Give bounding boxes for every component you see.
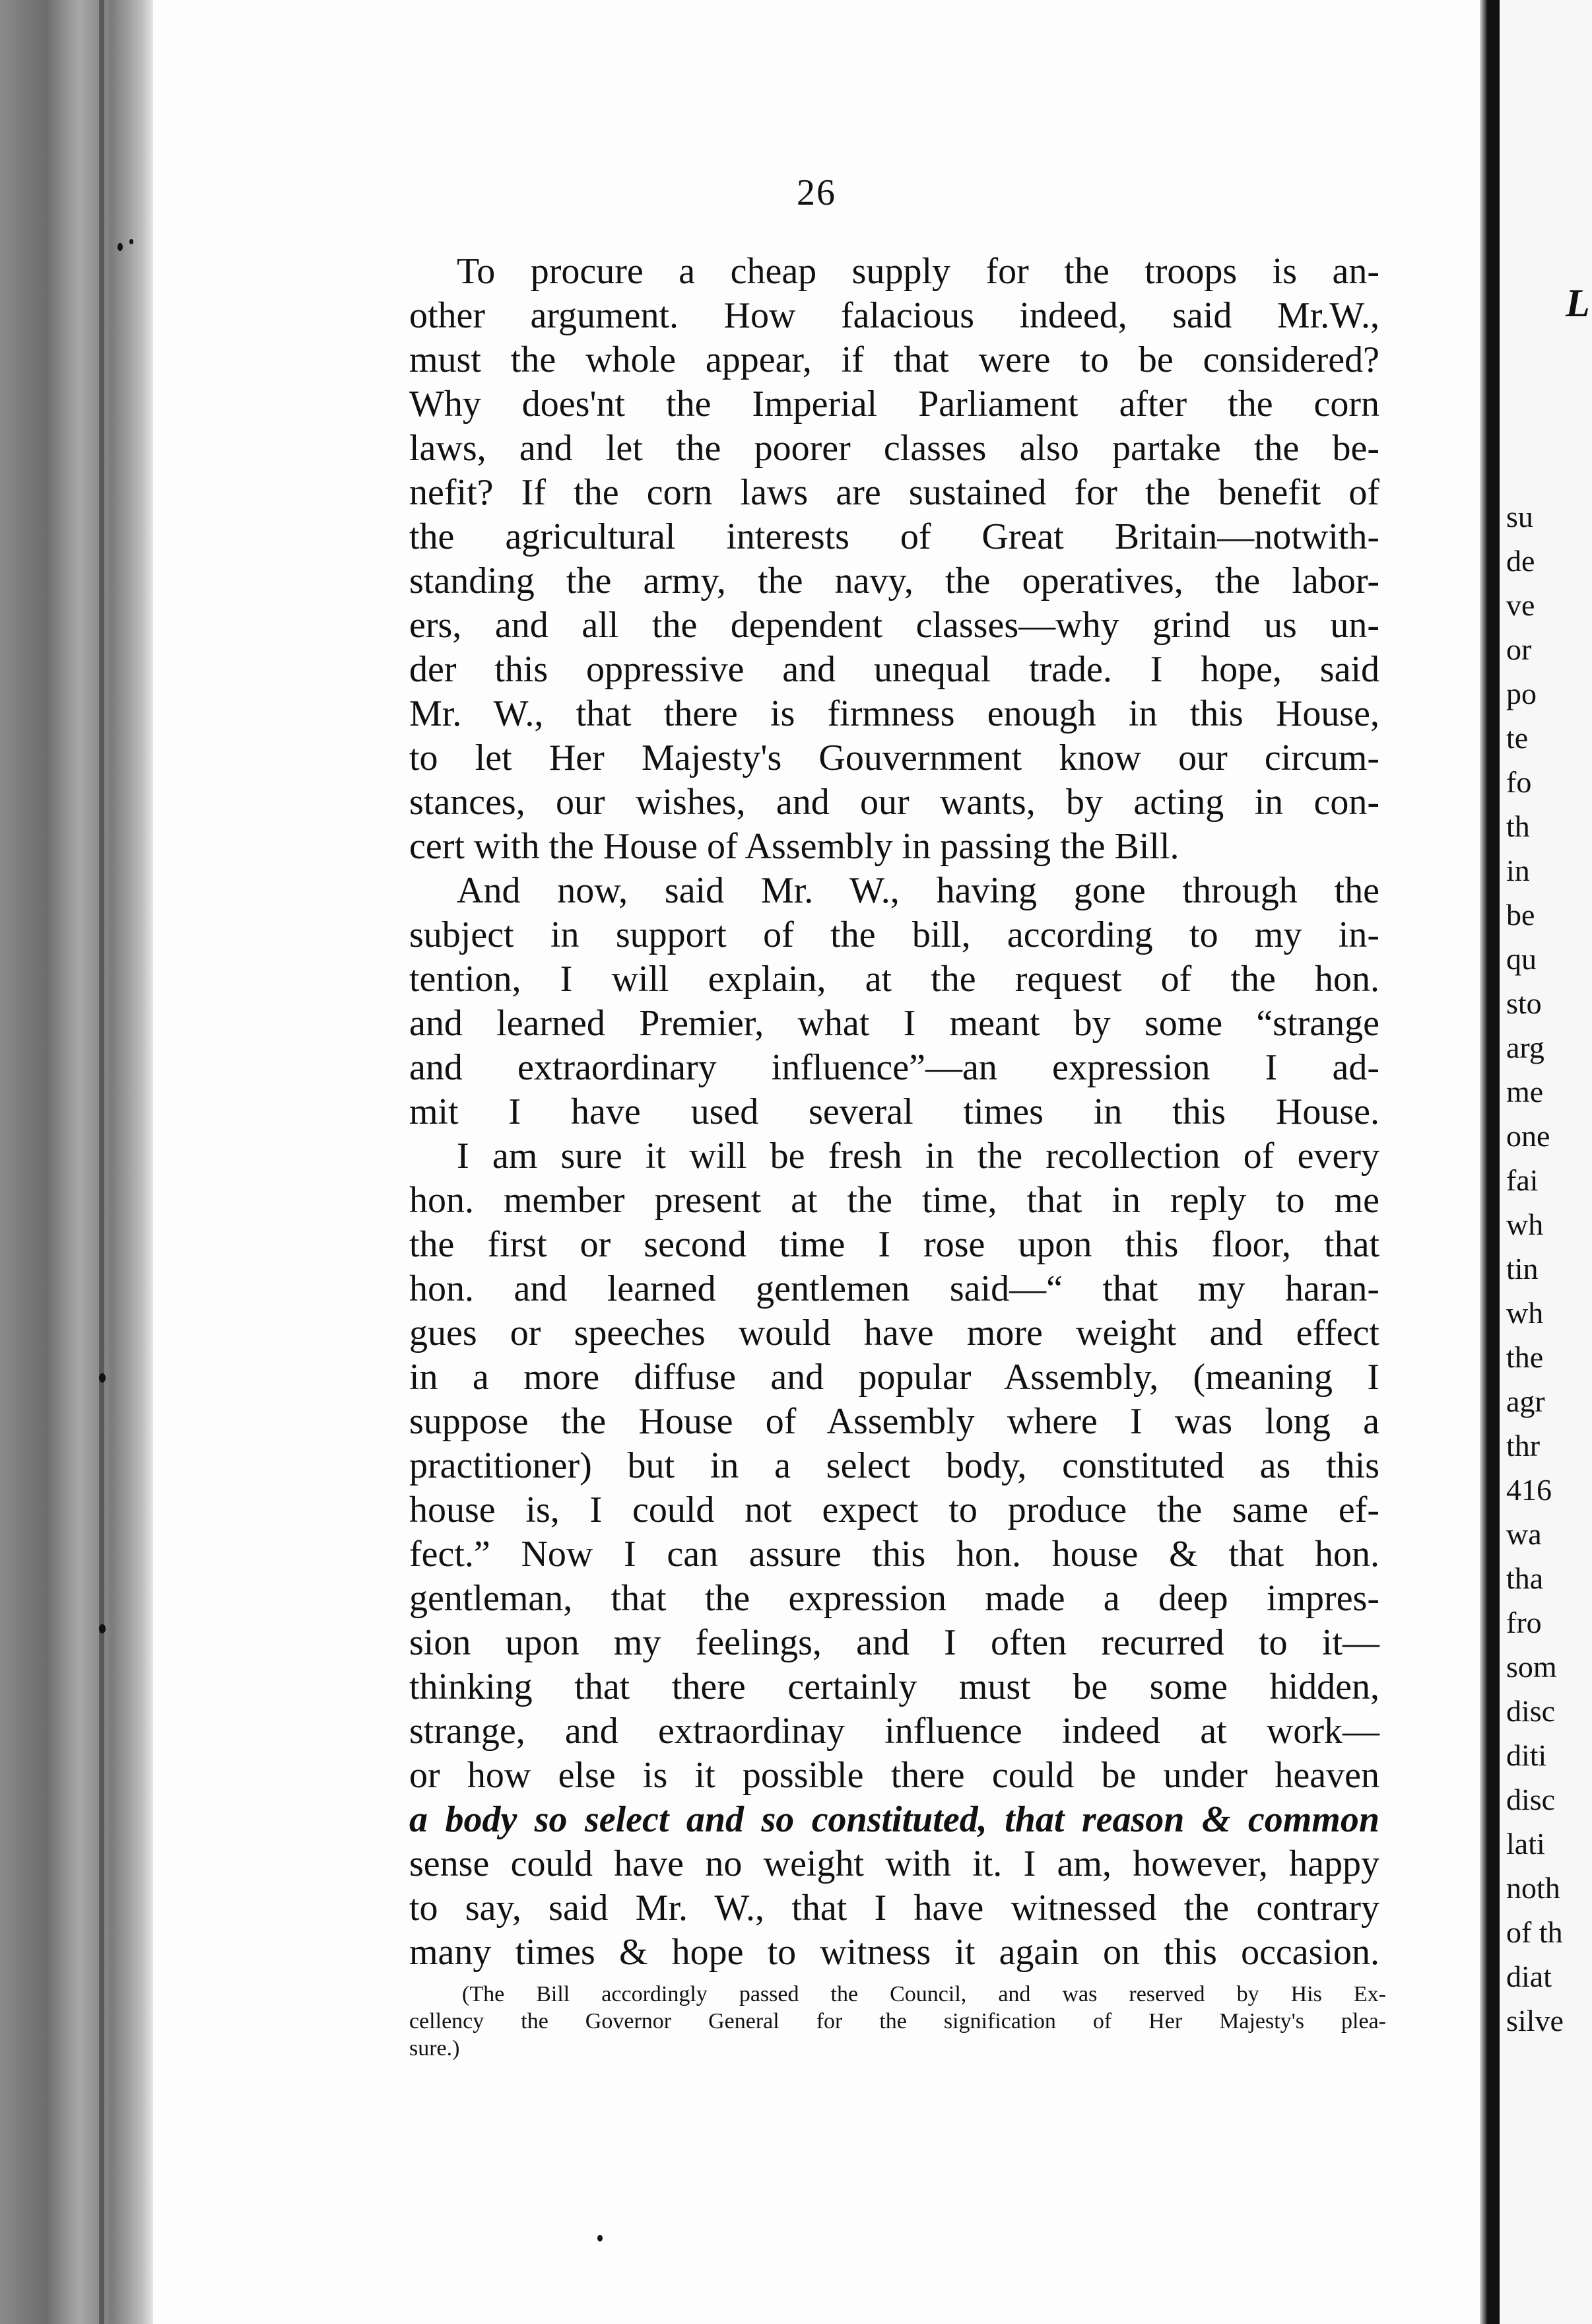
next-page-fragment: 416 (1506, 1473, 1552, 1507)
text-line: laws, and let the poorer classes also partake the be- (409, 428, 1379, 469)
next-page-fragment: te (1506, 721, 1529, 755)
text-line: subject in support of the bill, according to my in- (409, 914, 1379, 955)
next-page-fragment: or (1506, 632, 1532, 666)
text-line: der this oppressive and unequal trade. I hope, said (409, 649, 1379, 690)
text-line: the agricultural interests of Great Britain—notwith- (409, 516, 1379, 557)
text-line: in a more diffuse and popular Assembly, (meaning I (409, 1357, 1379, 1398)
next-page-fragment: silve (1506, 2004, 1564, 2037)
next-page-fragment: qu (1506, 942, 1537, 976)
text-line: and extraordinary influence”—an expression I ad- (409, 1047, 1379, 1088)
next-page-fragment: disc (1506, 1694, 1556, 1728)
text-line: mit I have used several times in this House. (409, 1091, 1379, 1132)
ink-speck (129, 239, 133, 244)
next-page-fragment: disc (1506, 1783, 1556, 1816)
text-line: and learned Premier, what I meant by some “strange (409, 1003, 1379, 1044)
text-line: I am sure it will be fresh in the recollection of every (457, 1136, 1379, 1177)
text-line: hon. and learned gentlemen said—“ that my haran- (409, 1268, 1379, 1309)
next-page-fragment: me (1506, 1075, 1544, 1109)
next-page-edge (1500, 0, 1592, 2324)
next-page-fragment: agr (1506, 1384, 1545, 1418)
next-page-fragment: tin (1506, 1252, 1539, 1285)
next-page-fragment: in (1506, 854, 1530, 887)
text-line: thinking that there certainly must be some hidden, (409, 1666, 1379, 1707)
next-page-heading: L (1566, 281, 1590, 325)
next-page-fragment: wh (1506, 1296, 1544, 1330)
text-line: fect.” Now I can assure this hon. house & that hon. (409, 1534, 1379, 1575)
text-line: many times & hope to witness it again on this occasion. (409, 1932, 1379, 1973)
text-line: suppose the House of Assembly where I was long a (409, 1401, 1379, 1442)
body-text (409, 250, 1379, 1975)
ink-speck (99, 1373, 106, 1383)
text-line: standing the army, the navy, the operatives, the labor- (409, 561, 1379, 601)
text-line: sion upon my feelings, and I often recurred to it— (409, 1622, 1379, 1663)
next-page-fragment: wh (1506, 1208, 1544, 1241)
next-page-fragment: one (1506, 1119, 1550, 1153)
next-page-fragment: fro (1506, 1606, 1542, 1639)
text-line: strange, and extraordinay influence indeed at work— (409, 1711, 1379, 1752)
text-line: to let Her Majesty's Gouvernment know our circum- (409, 737, 1379, 778)
text-line: house is, I could not expect to produce the same ef- (409, 1489, 1379, 1530)
text-line: sense could have no weight with it. I am, however, happy (409, 1843, 1379, 1884)
next-page-fragment: po (1506, 677, 1537, 710)
left-binding-edge (0, 0, 153, 2324)
next-page-fragment: noth (1506, 1871, 1560, 1905)
ink-speck (117, 243, 123, 251)
next-page-fragment: su (1506, 500, 1533, 533)
next-page-fragment: the (1506, 1340, 1544, 1374)
text-line: To procure a cheap supply for the troops is an- (457, 251, 1379, 292)
text-line: ers, and all the dependent classes—why grind us un- (409, 605, 1379, 646)
next-page-fragment: de (1506, 544, 1535, 578)
page-number: 26 (797, 172, 836, 213)
next-page-fragment: diat (1506, 1960, 1552, 1993)
text-line: hon. member present at the time, that in reply to me (409, 1180, 1379, 1221)
text-line: gentleman, that the expression made a deep impres- (409, 1578, 1379, 1619)
page-gutter (1480, 0, 1500, 2324)
next-page-fragment: sto (1506, 986, 1542, 1020)
next-page-fragment: diti (1506, 1738, 1547, 1772)
text-line: cert with the House of Assembly in passing the Bill. (409, 826, 1179, 867)
next-page-fragment: th (1506, 809, 1530, 843)
text-line: a body so select and so constituted, that reason & common (409, 1799, 1379, 1840)
next-page-fragment: fai (1506, 1163, 1539, 1197)
ink-speck (99, 1624, 106, 1633)
text-line: tention, I will explain, at the request of the hon. (409, 959, 1379, 1000)
next-page-fragment: arg (1506, 1031, 1544, 1064)
text-line: stances, our wishes, and our wants, by acting in con- (409, 782, 1379, 823)
next-page-fragment: thr (1506, 1429, 1541, 1462)
next-page-fragment: fo (1506, 765, 1532, 799)
footnote-line: sure.) (409, 2036, 460, 2061)
text-line: Mr. W., that there is firmness enough in this House, (409, 693, 1379, 734)
next-page-fragment: som (1506, 1650, 1557, 1684)
text-line: the first or second time I rose upon this floor, that (409, 1224, 1379, 1265)
text-line: And now, said Mr. W., having gone through the (457, 870, 1379, 911)
footnote (409, 1981, 1386, 2062)
text-line: Why does'nt the Imperial Parliament after the corn (409, 384, 1379, 425)
next-page-fragment: wa (1506, 1517, 1542, 1551)
text-line: or how else is it possible there could be under heaven (409, 1755, 1379, 1796)
text-line: must the whole appear, if that were to be considered? (409, 339, 1379, 380)
next-page-fragment: ve (1506, 588, 1535, 622)
text-line: to say, said Mr. W., that I have witnessed the contrary (409, 1888, 1379, 1929)
text-line: gues or speeches would have more weight and effect (409, 1313, 1379, 1353)
next-page-fragment: tha (1506, 1561, 1544, 1595)
next-page-fragment: lati (1506, 1827, 1545, 1861)
ink-speck (597, 2235, 603, 2241)
text-line: other argument. How falacious indeed, said Mr.W., (409, 295, 1379, 336)
footnote-line: (The Bill accordingly passed the Council, and was reserved by His Ex- (462, 1982, 1386, 2006)
next-page-fragment: be (1506, 898, 1535, 932)
next-page-fragment: of th (1506, 1915, 1563, 1949)
text-line: practitioner) but in a select body, constituted as this (409, 1445, 1379, 1486)
text-line: nefit? If the corn laws are sustained for the benefit of (409, 472, 1379, 513)
footnote-line: cellency the Governor General for the signification of Her Majesty's plea- (409, 2009, 1386, 2034)
